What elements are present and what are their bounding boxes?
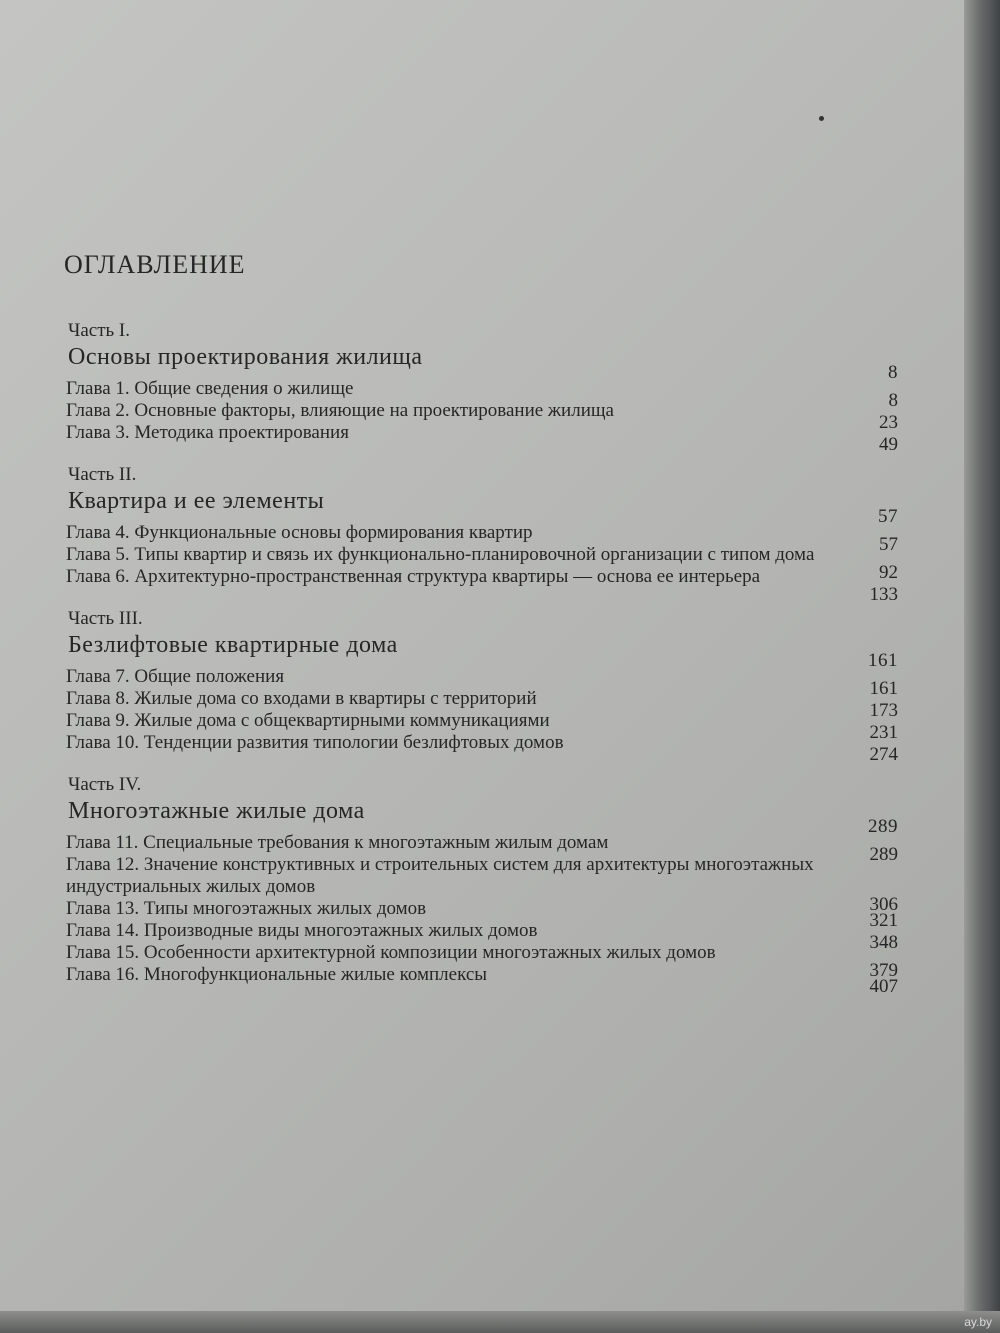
chapter-title: Глава 16. Многофункциональные жилые комплексы xyxy=(66,964,488,985)
page-edge-shadow xyxy=(964,0,1000,1333)
chapter-title: Глава 7. Общие положения xyxy=(66,666,285,687)
chapter-page-number: 289 xyxy=(869,844,898,865)
toc-heading: ОГЛАВЛЕНИЕ xyxy=(64,250,246,279)
part-title xyxy=(58,342,898,383)
chapter-page-number: 161 xyxy=(869,678,898,699)
chapter-page-number: 231 xyxy=(869,722,898,743)
chapter-page-number: 49 xyxy=(879,434,898,455)
chapter-title: Глава 9. Жилые дома с общеквартирными коммуникациями xyxy=(66,710,550,731)
chapter-entry xyxy=(58,964,898,997)
chapter-title: Глава 6. Архитектурно-пространственная структура квартиры — основа ее интерьера xyxy=(66,566,761,587)
chapter-title: Глава 3. Методика проектирования xyxy=(66,422,349,443)
part-page-number: 57 xyxy=(878,506,898,527)
chapter-title: Глава 2. Основные факторы, влияющие на проектирование жилища xyxy=(66,400,614,421)
chapter-entry xyxy=(58,566,898,605)
chapter-title: Глава 12. Значение конструктивных и строительных систем для архитектуры многоэтажных индустриальных жилых домов xyxy=(66,854,814,897)
part-label: Часть I. xyxy=(68,320,131,341)
chapter-title: Глава 15. Особенности архитектурной композиции многоэтажных жилых домов xyxy=(66,942,716,963)
part-title xyxy=(58,630,898,671)
chapter-page-number: 8 xyxy=(888,390,898,411)
chapter-entry xyxy=(58,832,898,865)
part-title-text: Многоэтажные жилые дома xyxy=(68,798,365,824)
part-page-number: 289 xyxy=(868,816,898,837)
chapter-title: Глава 14. Производные виды многоэтажных жилых домов xyxy=(66,920,538,941)
toc-part xyxy=(58,774,898,996)
chapter-page-number: 23 xyxy=(879,412,898,433)
ink-speck xyxy=(819,116,824,121)
part-title-text: Квартира и ее элементы xyxy=(68,488,325,514)
toc-part xyxy=(58,608,898,764)
chapter-title: Глава 13. Типы многоэтажных жилых домов xyxy=(66,898,427,919)
chapter-page-number: 57 xyxy=(879,534,898,555)
chapter-title: Глава 10. Тенденции развития типологии безлифтовых домов xyxy=(66,732,564,753)
chapter-page-number: 274 xyxy=(869,744,898,765)
toc-part xyxy=(58,464,898,605)
chapter-title: Глава 11. Специальные требования к многоэтажным жилым домам xyxy=(66,832,609,853)
chapter-page-number: 92 xyxy=(879,562,898,583)
part-label: Часть II. xyxy=(68,464,137,485)
chapter-page-number: 321 xyxy=(869,910,898,931)
chapter-page-number: 348 xyxy=(869,932,898,953)
part-label: Часть III. xyxy=(68,608,143,629)
chapter-title: Глава 4. Функциональные основы формирования квартир xyxy=(66,522,533,543)
chapter-page-number: 407 xyxy=(869,976,898,997)
bottom-edge-shadow xyxy=(0,1311,1000,1333)
part-title-text: Основы проектирования жилища xyxy=(68,344,423,370)
toc-part xyxy=(58,320,898,454)
chapter-title: Глава 8. Жилые дома со входами в квартиры с территорий xyxy=(66,688,537,709)
watermark: ay.by xyxy=(964,1315,992,1329)
chapter-title: Глава 5. Типы квартир и связь их функционально-планировочной организации с типом дома xyxy=(66,544,815,565)
chapter-page-number: 173 xyxy=(869,700,898,721)
chapter-page-number: 133 xyxy=(869,584,898,605)
chapter-entry xyxy=(58,732,898,765)
part-title xyxy=(58,796,898,837)
part-title-text: Безлифтовые квартирные дома xyxy=(68,632,398,658)
table-of-contents xyxy=(58,248,898,996)
chapter-page-number: 379 xyxy=(869,960,898,981)
part-label: Часть IV. xyxy=(68,774,142,795)
part-page-number: 161 xyxy=(868,650,898,671)
chapter-title: Глава 1. Общие сведения о жилище xyxy=(66,378,354,399)
part-title xyxy=(58,486,898,527)
chapter-entry xyxy=(58,422,898,455)
chapter-page-number: 306 xyxy=(869,894,898,915)
toc-parts xyxy=(58,320,898,996)
part-page-number: 8 xyxy=(888,362,898,383)
